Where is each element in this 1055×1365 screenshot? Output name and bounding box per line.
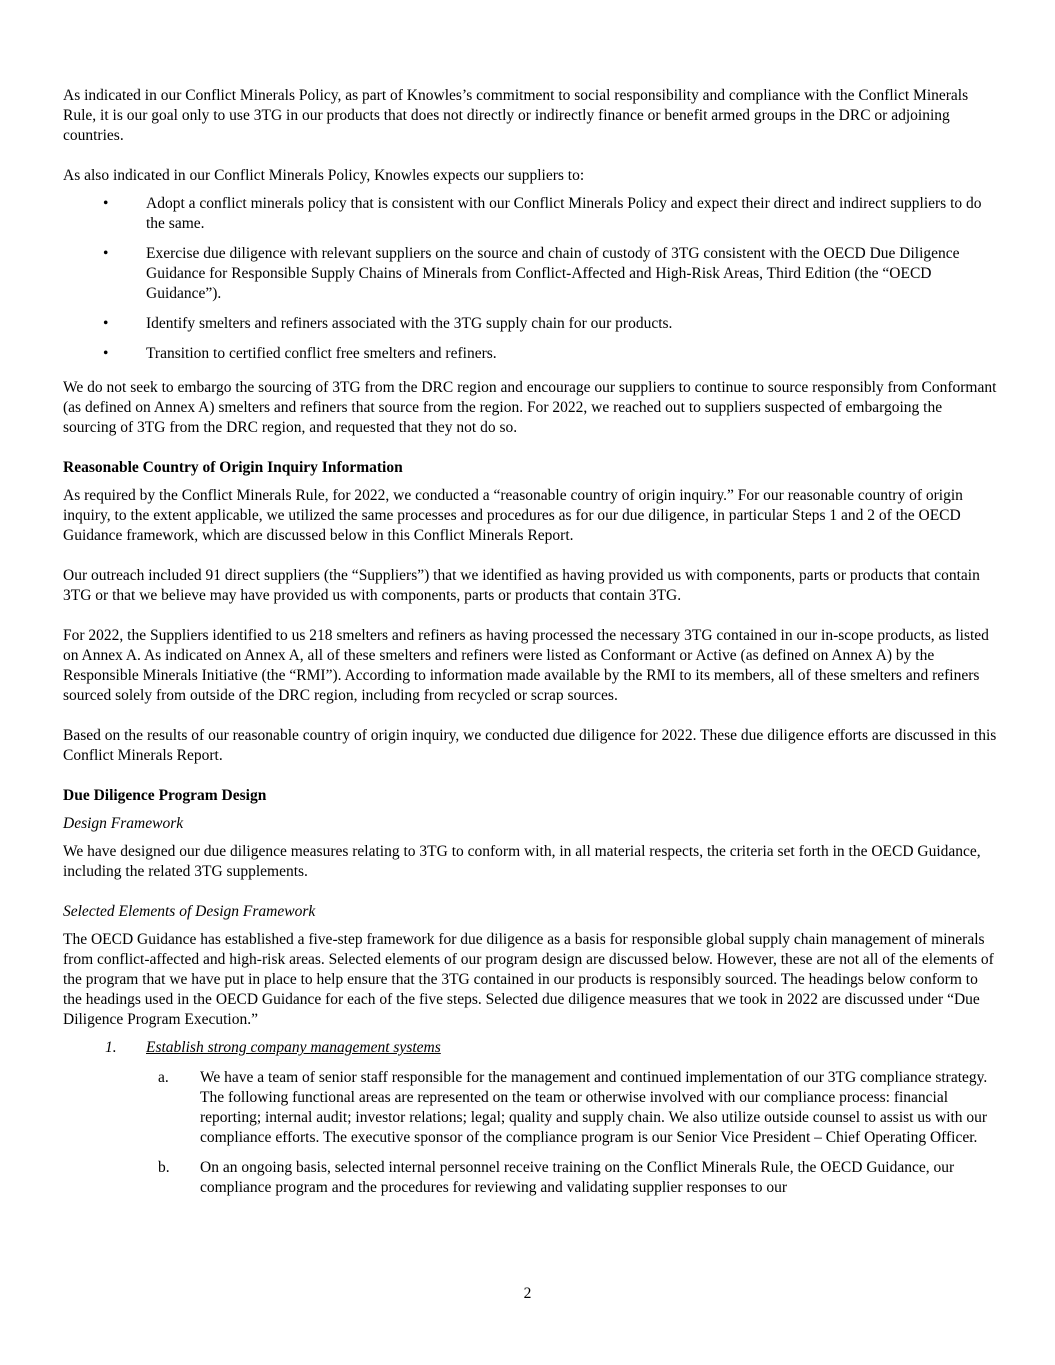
list-item <box>63 344 998 364</box>
step-1-heading <box>63 1038 998 1058</box>
intro-paragraph-policy-goal: As indicated in our Conflict Minerals Policy, as part of Knowles’s commitment to social responsibility and compliance with the Conflict Minerals Rule, it is our goal only to use 3TG in our products that does not directly or indirectly finance or benefit armed groups in the DRC or adjoining countries. <box>63 87 969 144</box>
bullet-mark: • <box>103 245 109 262</box>
bullet-mark: • <box>103 195 109 212</box>
list-item <box>63 1068 998 1148</box>
page-number: 2 <box>523 1285 532 1302</box>
selected-elements-paragraph: The OECD Guidance has established a five-step framework for due diligence as a basis for responsible global supply chain management of minerals from conflict-affected and high-risk areas. Selected elements of our program design are discussed below. However, these are not all of the elements of the program that we have put in place to help ensure that the 3TG contained in our products is responsibly sourced. The headings below conform to the headings used in the OECD Guidance for each of the five steps. Selected due diligence measures that we took in 2022 are discussed under “Due Diligence Program Execution.” <box>63 931 994 1028</box>
item-text: We have a team of senior staff responsible for the management and continued implementation of our 3TG compliance strategy. The following functional areas are represented on the team or otherwise involved with our compliance process: financial reporting; internal audit; investor relations; legal; quality and supply chain. We also utilize outside counsel to assist us with our compliance efforts. The executive sponsor of the compliance program is our Senior Vice President – Chief Operating Officer. <box>200 1069 988 1146</box>
bullet-text: Adopt a conflict minerals policy that is consistent with our Conflict Minerals Policy and expect their direct and indirect suppliers to do the same. <box>146 195 982 232</box>
subheading-selected-elements: Selected Elements of Design Framework <box>63 903 316 920</box>
step-title: Establish strong company management systems <box>146 1039 441 1056</box>
list-item <box>63 244 998 304</box>
section-heading-rcoi: Reasonable Country of Origin Inquiry Information <box>63 459 403 476</box>
bullet-mark: • <box>103 315 109 332</box>
bullet-mark: • <box>103 345 109 362</box>
subheading-design-framework: Design Framework <box>63 815 184 832</box>
rcoi-paragraph-outreach: Our outreach included 91 direct suppliers (the “Suppliers”) that we identified as having provided us with components, parts or products that contain 3TG or that we believe may have provided us with components, parts or products that contain 3TG. <box>63 567 980 604</box>
design-framework-paragraph: We have designed our due diligence measures relating to 3TG to conform with, in all material respects, the criteria set forth in the OECD Guidance, including the related 3TG supplements. <box>63 843 981 880</box>
bullet-text: Identify smelters and refiners associated with the 3TG supply chain for our products. <box>146 315 673 332</box>
step-1-subitems <box>63 1068 998 1198</box>
step-number: 1. <box>105 1039 117 1056</box>
item-text: On an ongoing basis, selected internal personnel receive training on the Conflict Minerals Rule, the OECD Guidance, our compliance program and the procedures for reviewing and validating supplier responses to our <box>200 1159 955 1196</box>
rcoi-paragraph-smelters: For 2022, the Suppliers identified to us 218 smelters and refiners as having processed the necessary 3TG contained in our in-scope products, as listed on Annex A. As indicated on Annex A, all of these smelters and refiners were listed as Conformant or Active (as defined on Annex A) by the Responsible Minerals Initiative (the “RMI”). According to information made available by the RMI to its members, all of these smelters and refiners sourced solely from outside of the DRC region, including from recycled or scrap sources. <box>63 627 989 704</box>
list-item <box>63 314 998 334</box>
section-heading-design: Due Diligence Program Design <box>63 787 267 804</box>
rcoi-paragraph-results: Based on the results of our reasonable country of origin inquiry, we conducted due diligence for 2022. These due diligence efforts are discussed in this Conflict Minerals Report. <box>63 727 997 764</box>
list-item <box>63 1158 998 1198</box>
bullet-text: Transition to certified conflict free smelters and refiners. <box>146 345 497 362</box>
intro-paragraph-supplier-expectations: As also indicated in our Conflict Minerals Policy, Knowles expects our suppliers to: <box>63 167 585 184</box>
intro-paragraph-embargo: We do not seek to embargo the sourcing of 3TG from the DRC region and encourage our suppliers to continue to source responsibly from Conformant (as defined on Annex A) smelters and refiners that source from the region. For 2022, we reached out to suppliers suspected of embargoing the sourcing of 3TG from the DRC region, and requested that they not do so. <box>63 379 997 436</box>
document-page <box>63 86 998 1208</box>
rcoi-paragraph-inquiry: As required by the Conflict Minerals Rule, for 2022, we conducted a “reasonable country of origin inquiry.” For our reasonable country of origin inquiry, to the extent applicable, we utilized the same processes and procedures as for our due diligence, in particular Steps 1 and 2 of the OECD Guidance framework, which are discussed below in this Conflict Minerals Report. <box>63 487 963 544</box>
item-letter: a. <box>158 1069 169 1086</box>
supplier-expectations-list <box>63 194 998 364</box>
bullet-text: Exercise due diligence with relevant suppliers on the source and chain of custody of 3TG consistent with the OECD Due Diligence Guidance for Responsible Supply Chains of Minerals from Conflict-Affected and High-Risk Areas, Third Edition (the “OECD Guidance”). <box>146 245 960 302</box>
item-letter: b. <box>158 1159 170 1176</box>
list-item <box>63 194 998 234</box>
